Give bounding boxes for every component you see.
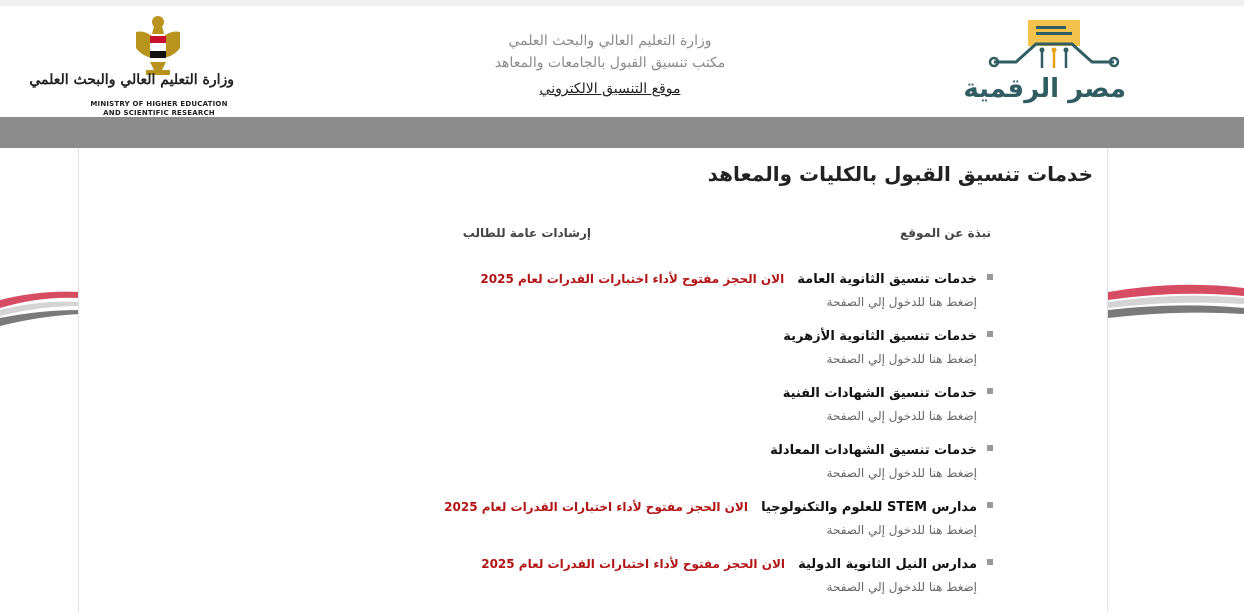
service-title: خدمات تنسيق الشهادات الفنية [782, 386, 977, 401]
list-item [277, 382, 977, 439]
square-bullet-icon [987, 274, 993, 280]
list-item [277, 553, 977, 610]
square-bullet-icon [987, 502, 993, 508]
list-item [277, 268, 977, 325]
flag-streak-right [1108, 270, 1244, 340]
square-bullet-icon [987, 388, 993, 394]
service-link[interactable]: إضغط هنا للدخول إلي الصفحة [826, 295, 977, 309]
ministry-logo-arabic: وزارة التعليم العالي والبحث العلمي [29, 72, 234, 88]
square-bullet-icon [987, 445, 993, 451]
service-title: مدارس النيل الثانوية الدولية [798, 557, 977, 572]
square-bullet-icon [987, 559, 993, 565]
service-link[interactable]: إضغط هنا للدخول إلي الصفحة [826, 352, 977, 366]
misr-logo-text: مصر الرقمية [963, 74, 1126, 104]
list-item [277, 325, 977, 382]
header-band [0, 117, 1244, 148]
content-tabs [431, 226, 991, 246]
service-title: خدمات تنسيق الثانوية العامة [797, 272, 977, 287]
ministry-logo[interactable] [29, 12, 234, 120]
service-note: الان الحجز مفتوح لأداء اختبارات القدرات لعام 2025 [481, 557, 786, 571]
list-item [277, 496, 977, 553]
service-note: الان الحجز مفتوح لأداء اختبارات القدرات لعام 2025 [444, 500, 748, 514]
misr-digital-logo[interactable] [963, 16, 1126, 116]
ministry-logo-english-2: AND SCIENTIFIC RESEARCH [103, 109, 215, 117]
flag-streak-left [0, 270, 80, 340]
tab-student-guidance[interactable]: إرشادات عامة للطالب [462, 226, 591, 240]
tab-about-site[interactable]: نبذة عن الموقع [899, 226, 991, 240]
service-link[interactable]: إضغط هنا للدخول إلي الصفحة [826, 523, 977, 537]
service-link[interactable]: إضغط هنا للدخول إلي الصفحة [826, 580, 977, 594]
ministry-name: وزارة التعليم العالي والبحث العلمي [508, 33, 712, 49]
main-content [78, 148, 1108, 612]
office-name: مكتب تنسيق القبول بالجامعات والمعاهد [494, 55, 726, 71]
service-link[interactable]: إضغط هنا للدخول إلي الصفحة [826, 466, 977, 480]
site-link[interactable]: موقع التنسيق الالكتروني [539, 81, 681, 97]
ministry-logo-english-1: MINISTRY OF HIGHER EDUCATION [90, 100, 228, 108]
service-note: الان الحجز مفتوح لأداء اختبارات القدرات لعام 2025 [480, 272, 785, 286]
square-bullet-icon [987, 331, 993, 337]
list-item [277, 439, 977, 496]
service-title: مدارس STEM للعلوم والتكنولوجيا [761, 500, 977, 515]
page-title: خدمات تنسيق القبول بالكليات والمعاهد [707, 162, 1093, 186]
site-header [0, 0, 1244, 117]
services-list [277, 268, 977, 610]
service-link[interactable]: إضغط هنا للدخول إلي الصفحة [826, 409, 977, 423]
service-title: خدمات تنسيق الشهادات المعادلة [770, 443, 977, 458]
service-title: خدمات تنسيق الثانوية الأزهرية [783, 329, 977, 344]
header-center-text [460, 30, 760, 102]
